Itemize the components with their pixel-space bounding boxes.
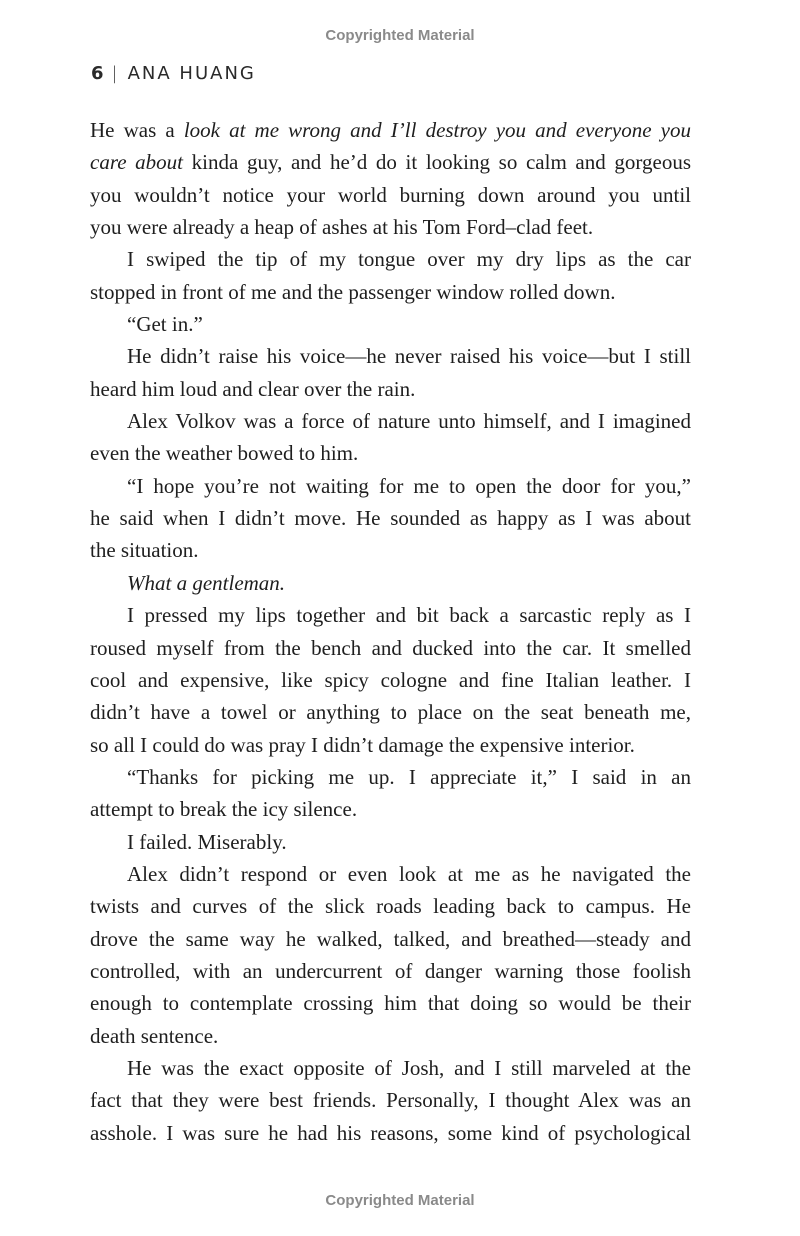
text-line: “Get in.”	[127, 312, 203, 337]
text-line	[90, 114, 691, 146]
copyright-watermark-top: Copyrighted Material	[325, 27, 475, 44]
italic-text: look at me wrong and I’ll destroy you and everyone you	[183, 118, 691, 142]
text-segment: He was a	[90, 118, 184, 142]
paragraph	[90, 114, 691, 243]
text-line: he said when I didn’t move. He sounded as happy as I was about	[90, 506, 691, 531]
paragraph	[90, 567, 691, 599]
paragraph	[90, 243, 691, 308]
paragraph	[90, 599, 691, 761]
copyright-watermark-bottom: Copyrighted Material	[325, 1192, 475, 1209]
text-line: asshole. I was sure he had his reasons, some kind of psychological	[90, 1120, 691, 1145]
text-line: Alex Volkov was a force of nature unto himself, and I imagined	[127, 409, 691, 434]
paragraph	[90, 308, 691, 340]
text-line: controlled, with an undercurrent of danger warning those foolish	[90, 958, 691, 983]
text-line	[90, 146, 691, 178]
paragraph	[90, 340, 691, 405]
page-number: 6	[91, 63, 104, 84]
paragraph	[90, 1052, 691, 1149]
paragraph	[90, 470, 691, 567]
text-line: Alex didn’t respond or even look at me as he navigated the	[127, 861, 691, 886]
paragraph	[90, 761, 691, 826]
text-line: twists and curves of the slick roads leading back to campus. He	[90, 894, 691, 919]
paragraph	[90, 405, 691, 470]
text-line: “I hope you’re not waiting for me to open the door for you,”	[127, 473, 691, 498]
paragraph	[90, 826, 691, 858]
text-line: He didn’t raise his voice—he never raised his voice—but I still	[127, 344, 691, 369]
text-line: stopped in front of me and the passenger window rolled down.	[90, 279, 616, 304]
text-line: He was the exact opposite of Josh, and I still marveled at the	[127, 1055, 691, 1080]
text-line: attempt to break the icy silence.	[90, 797, 358, 822]
text-line: “Thanks for picking me up. I appreciate it,” I said in an	[127, 764, 691, 789]
paragraph	[90, 858, 691, 1052]
text-line: so all I could do was pray I didn’t damage the expensive interior.	[90, 732, 635, 757]
text-line: cool and expensive, like spicy cologne and fine Italian leather. I	[90, 667, 691, 692]
italic-text: What a gentleman.	[127, 570, 286, 595]
text-line: the situation.	[90, 538, 199, 563]
text-line: roused myself from the bench and ducked into the car. It smelled	[90, 635, 691, 660]
text-line: enough to contemplate crossing him that doing so would be their	[90, 991, 691, 1016]
text-line: fact that they were best friends. Personally, I thought Alex was an	[90, 1088, 691, 1113]
text-line: drove the same way he walked, talked, and breathed—steady and	[90, 926, 691, 951]
text-line: heard him loud and clear over the rain.	[90, 376, 416, 401]
running-head-separator: |	[111, 63, 120, 84]
text-line: you wouldn’t notice your world burning down around you until	[90, 182, 691, 207]
italic-text: care about	[90, 150, 184, 175]
text-segment: kinda guy, and he’d do it looking so calm and gorgeous	[183, 150, 691, 175]
body-text	[90, 114, 691, 1149]
text-line: I swiped the tip of my tongue over my dry lips as the car	[127, 247, 691, 272]
text-line: death sentence.	[90, 1023, 219, 1048]
text-line: didn’t have a towel or anything to place on the seat beneath me,	[90, 700, 691, 725]
text-line: I pressed my lips together and bit back a sarcastic reply as I	[127, 603, 691, 628]
text-line: you were already a heap of ashes at his Tom Ford–clad feet.	[90, 215, 594, 240]
text-line: even the weather bowed to him.	[90, 441, 359, 466]
text-line: I failed. Miserably.	[127, 829, 287, 854]
running-head	[91, 63, 256, 84]
author-name: ANA HUANG	[127, 63, 256, 84]
text-line	[90, 567, 691, 599]
